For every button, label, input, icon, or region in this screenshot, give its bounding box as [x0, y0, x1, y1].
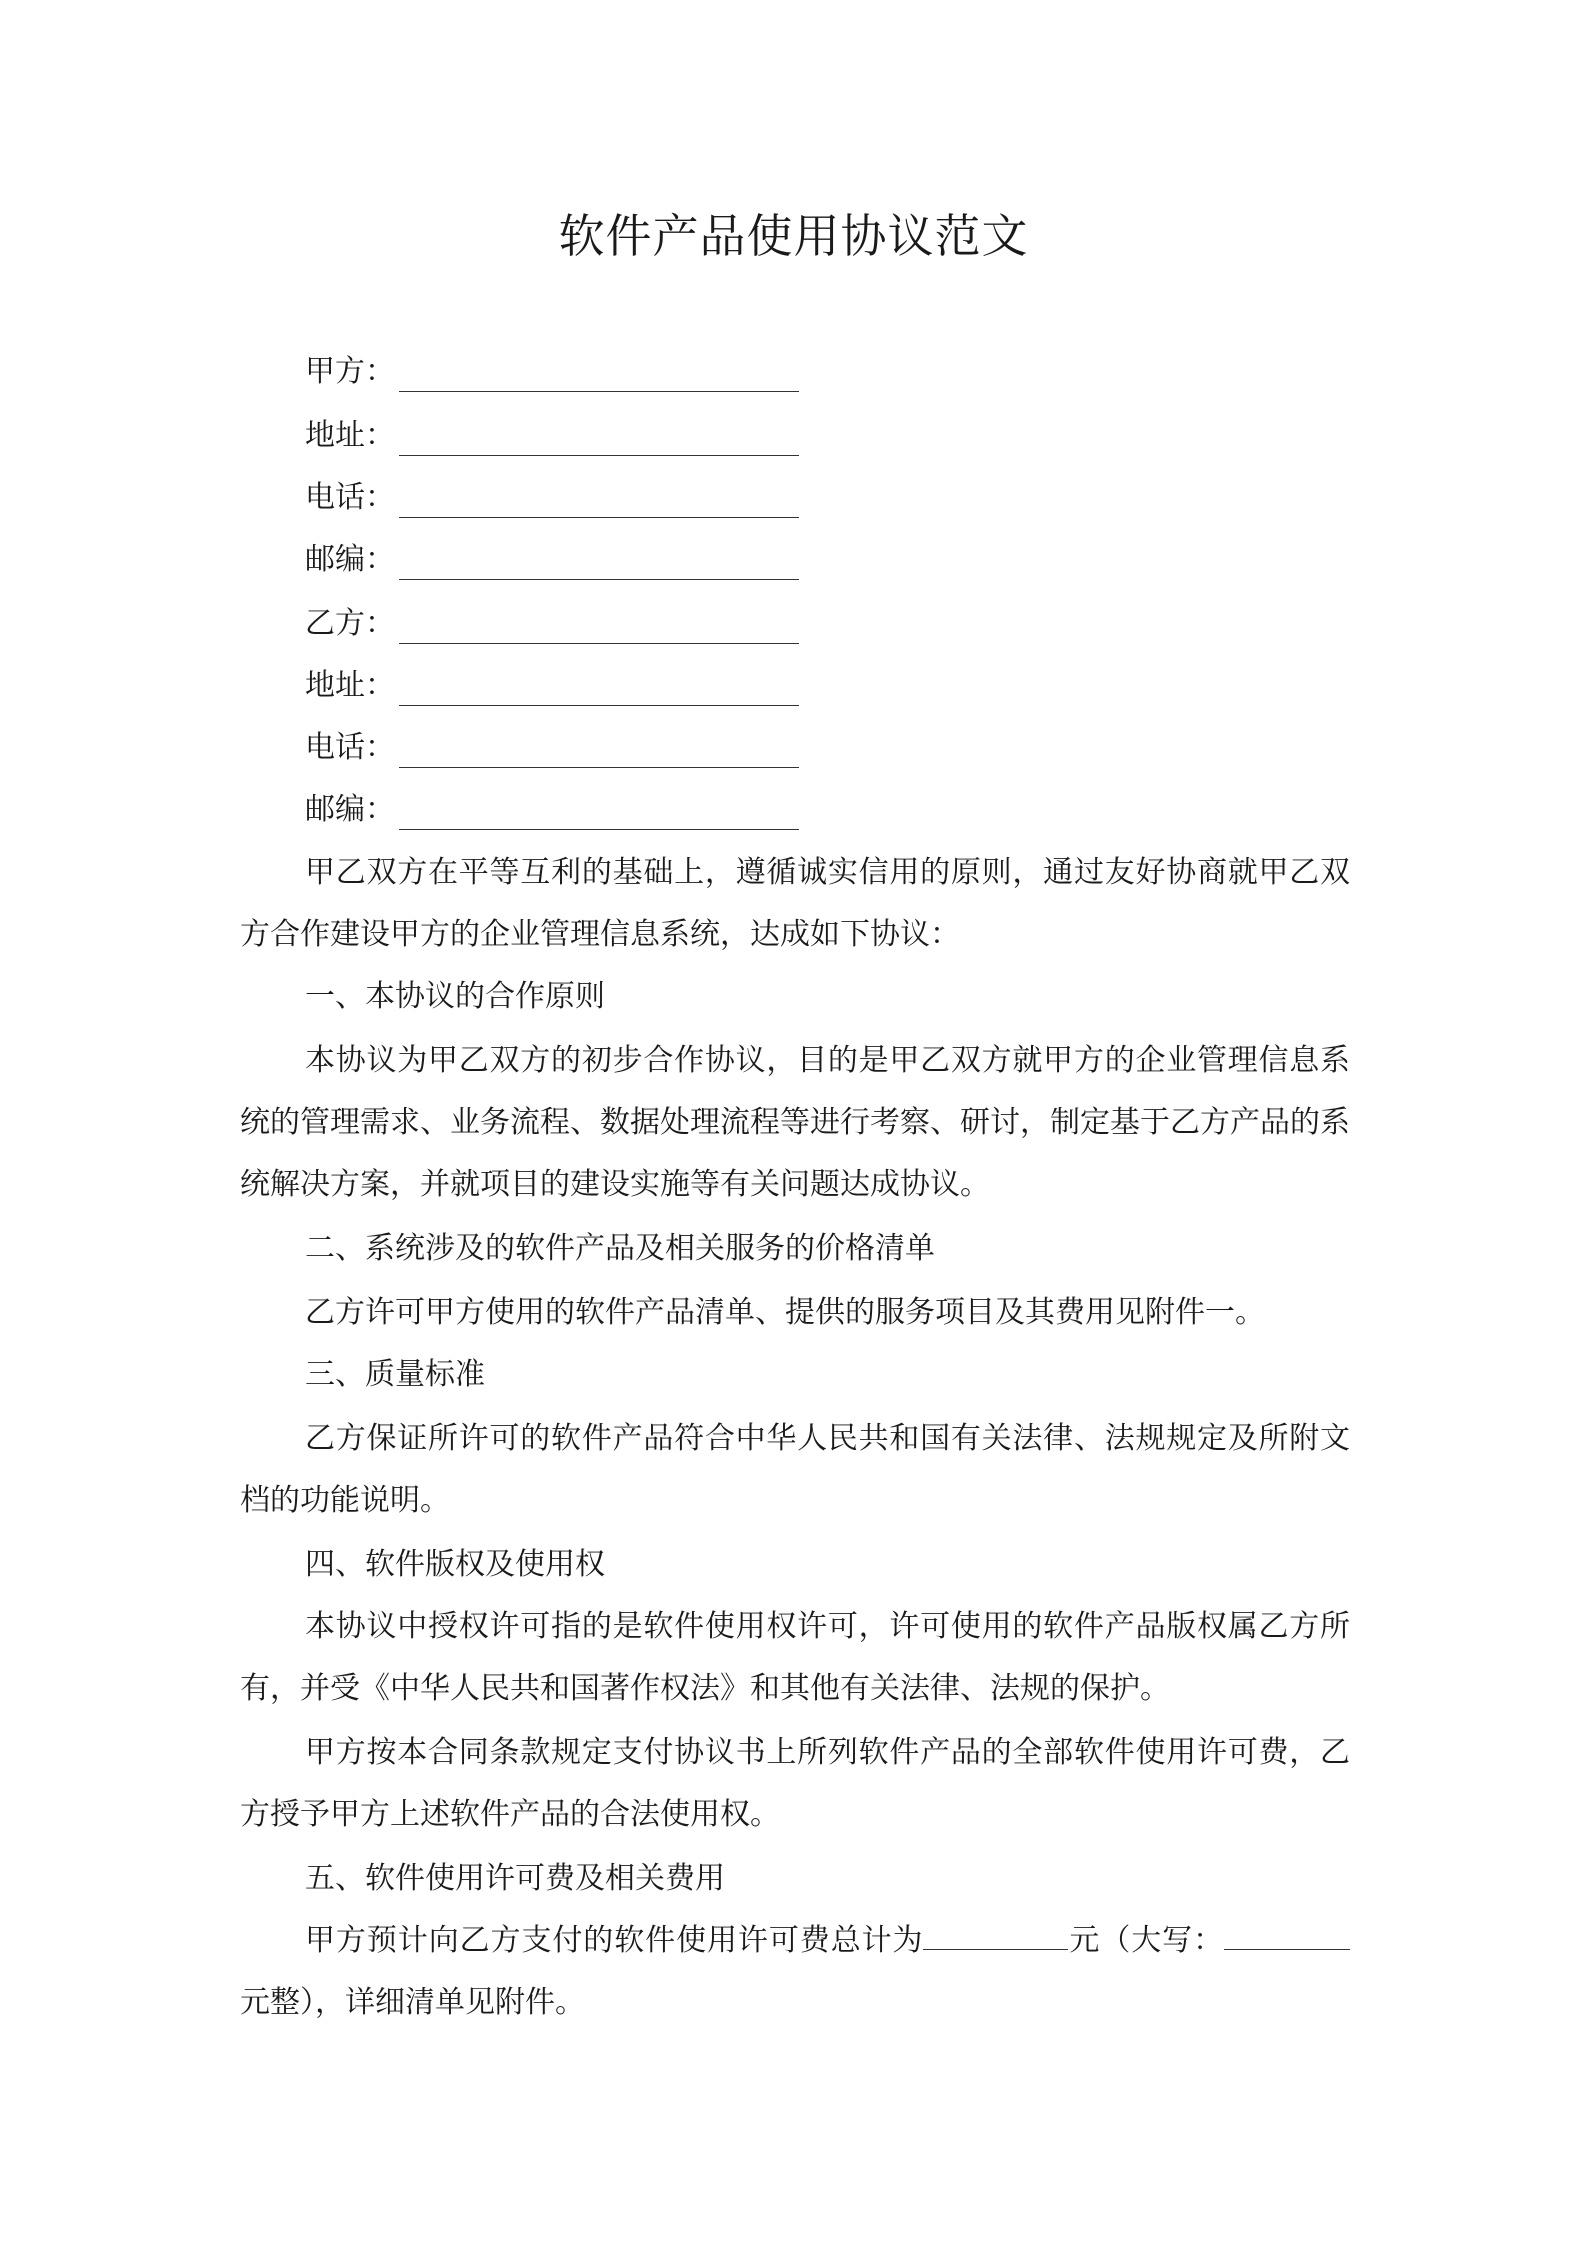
- section-heading-1: 一、本协议的合作原则: [305, 979, 605, 1014]
- fee-text-part-3: 元整），详细清单见附件。: [240, 1985, 585, 2020]
- field-label: 电话：: [305, 480, 395, 515]
- section-heading-4: 四、软件版权及使用权: [305, 1547, 605, 1582]
- field-label: 邮编：: [305, 792, 395, 827]
- field-label: 甲方：: [305, 354, 395, 389]
- section-heading-2: 二、系统涉及的软件产品及相关服务的价格清单: [305, 1231, 935, 1266]
- party-a-field: [305, 348, 799, 392]
- fee-words-blank-start: [1224, 1917, 1302, 1950]
- fill-in-line: [399, 669, 799, 706]
- field-label: 邮编：: [305, 542, 395, 577]
- fill-in-line: [399, 793, 799, 830]
- fill-in-line: [399, 355, 799, 392]
- fill-in-line: [399, 607, 799, 644]
- section-5-paragraph: [240, 1910, 1350, 2034]
- field-label: 地址：: [305, 418, 395, 453]
- fee-words-blank-end: [1302, 1917, 1350, 1950]
- party-b-address-field: [305, 662, 799, 706]
- fill-in-line: [399, 731, 799, 768]
- document-title: 软件产品使用协议范文: [558, 209, 1029, 263]
- party-b-field: [305, 600, 799, 644]
- fill-in-line: [399, 543, 799, 580]
- field-label: 乙方：: [305, 606, 395, 641]
- field-label: 地址：: [305, 668, 395, 703]
- fee-amount-blank: [923, 1917, 1068, 1950]
- party-a-phone-field: [305, 474, 799, 518]
- field-label: 电话：: [305, 730, 395, 765]
- section-4-paragraph-2: 甲方按本合同条款规定支付协议书上所列软件产品的全部软件使用许可费，乙方授予甲方上述软件产品的合法使用权。: [240, 1735, 1350, 1832]
- fee-text-part-1: 甲方预计向乙方支付的软件使用许可费总计为: [305, 1923, 924, 1958]
- fill-in-line: [399, 481, 799, 518]
- section-heading-5: 五、软件使用许可费及相关费用: [305, 1861, 725, 1896]
- section-2-paragraph: 乙方许可甲方使用的软件产品清单、提供的服务项目及其费用见附件一。: [305, 1295, 1265, 1330]
- party-b-phone-field: [305, 724, 799, 768]
- section-3-paragraph: 乙方保证所许可的软件产品符合中华人民共和国有关法律、法规规定及所附文档的功能说明。: [240, 1421, 1350, 1518]
- section-4-paragraph-1: 本协议中授权许可指的是软件使用权许可，许可使用的软件产品版权属乙方所有，并受《中华人民共和国著作权法》和其他有关法律、法规的保护。: [240, 1609, 1350, 1706]
- fee-text-part-2: 元（大写：: [1068, 1923, 1225, 1958]
- party-a-postcode-field: [305, 536, 799, 580]
- section-heading-3: 三、质量标准: [305, 1357, 485, 1392]
- section-1-paragraph: 本协议为甲乙双方的初步合作协议，目的是甲乙双方就甲方的企业管理信息系统的管理需求、业务流程、数据处理流程等进行考察、研讨，制定基于乙方产品的系统解决方案，并就项目的建设实施等有关问题达成协议。: [240, 1043, 1350, 1202]
- intro-paragraph: 甲乙双方在平等互利的基础上，遵循诚实信用的原则，通过友好协商就甲乙双方合作建设甲方的企业管理信息系统，达成如下协议：: [240, 855, 1350, 952]
- fill-in-line: [399, 419, 799, 456]
- party-a-address-field: [305, 412, 799, 456]
- party-b-postcode-field: [305, 786, 799, 830]
